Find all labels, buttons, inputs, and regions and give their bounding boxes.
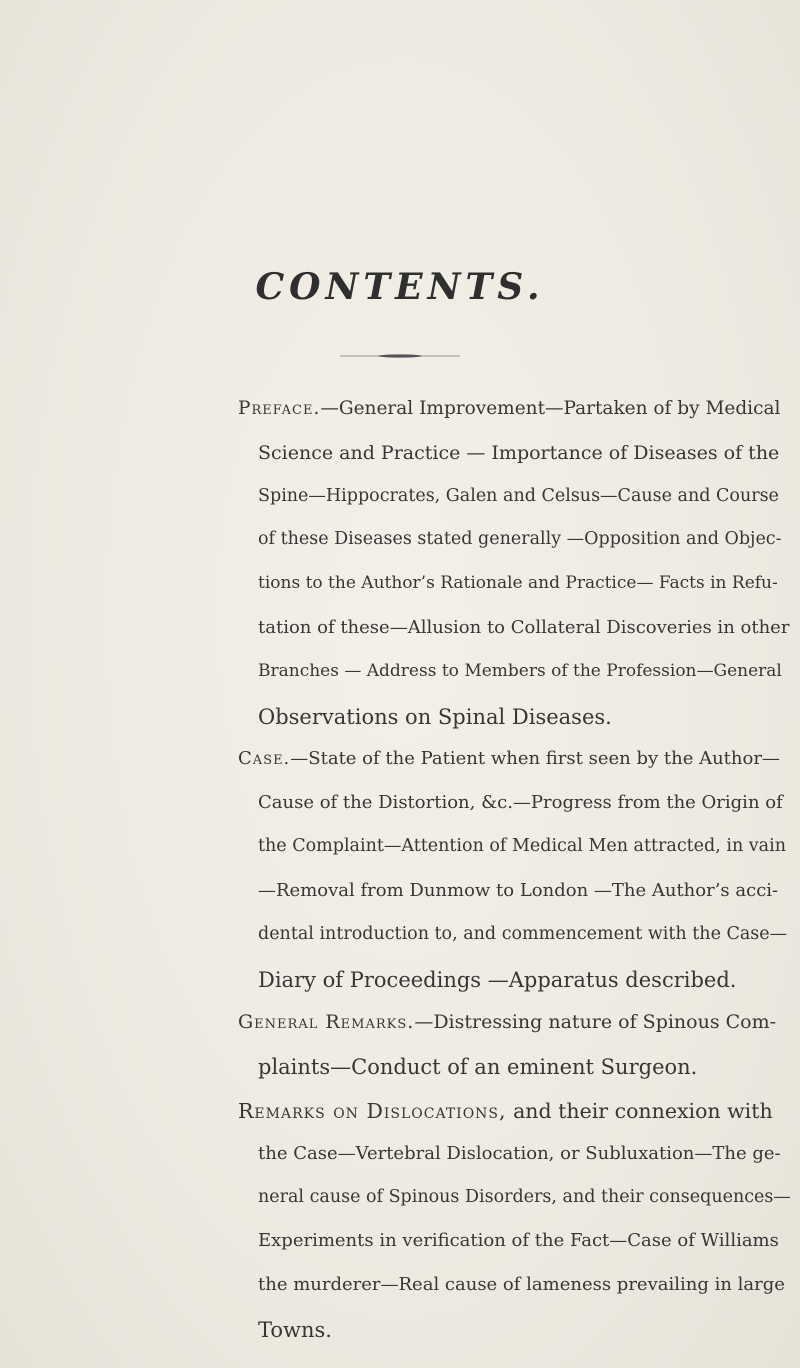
dislocations-heading: Remarks on Dislocations,: [238, 1099, 507, 1123]
case-line-3: the Complaint—Attention of Medical Men attracted, in vain: [258, 836, 786, 856]
dislocations-line-5: the murderer—Real cause of lameness prevailing in large: [258, 1274, 785, 1295]
preface-line-2: Science and Practice — Importance of Diseases of the: [258, 442, 780, 464]
case-line-4: —Removal from Dunmow to London —The Author’s acci-: [258, 880, 779, 901]
preface-heading: Preface.: [238, 398, 321, 419]
preface-line-4: of these Diseases stated generally —Opposition and Objec-: [258, 529, 782, 549]
preface-line-8: Observations on Spinal Diseases.: [258, 705, 612, 729]
preface-line-5: tions to the Author’s Rationale and Practice— Facts in Refu-: [258, 573, 778, 593]
page-title: CONTENTS.: [255, 266, 545, 308]
general-remarks-heading: General Remarks.: [238, 1011, 415, 1033]
case-line-6: Diary of Proceedings —Apparatus described.: [258, 968, 737, 992]
general-remarks-line-2: plaints—Conduct of an eminent Surgeon.: [258, 1055, 698, 1079]
preface-line-6: tation of these—Allusion to Collateral Discoveries in other: [258, 617, 790, 638]
general-remarks-line-1: General Remarks.—Distressing nature of Spinous Com-: [238, 1011, 777, 1033]
divider-ornament: [340, 353, 460, 359]
case-line-2: Cause of the Distortion, &c.—Progress from the Origin of: [258, 792, 783, 813]
preface-line-7: Branches — Address to Members of the Profession—General: [258, 661, 782, 681]
dislocations-line-3: neral cause of Spinous Disorders, and their consequences—: [258, 1187, 791, 1207]
preface-line-3: Spine—Hippocrates, Galen and Celsus—Cause and Course: [258, 486, 779, 506]
dislocations-line-1: Remarks on Dislocations, and their connexion with: [238, 1099, 773, 1123]
dislocations-line-6: Towns.: [258, 1318, 332, 1342]
case-heading: Case.: [238, 748, 291, 769]
case-line-5: dental introduction to, and commencement with the Case—: [258, 924, 788, 944]
dislocations-line-2: the Case—Vertebral Dislocation, or Subluxation—The ge-: [258, 1143, 781, 1164]
preface-line-1: Preface.—General Improvement—Partaken of by Medical: [238, 398, 781, 419]
dislocations-line-4: Experiments in verification of the Fact—Case of Williams: [258, 1230, 779, 1251]
case-line-1: Case.—State of the Patient when first seen by the Author—: [238, 748, 780, 769]
